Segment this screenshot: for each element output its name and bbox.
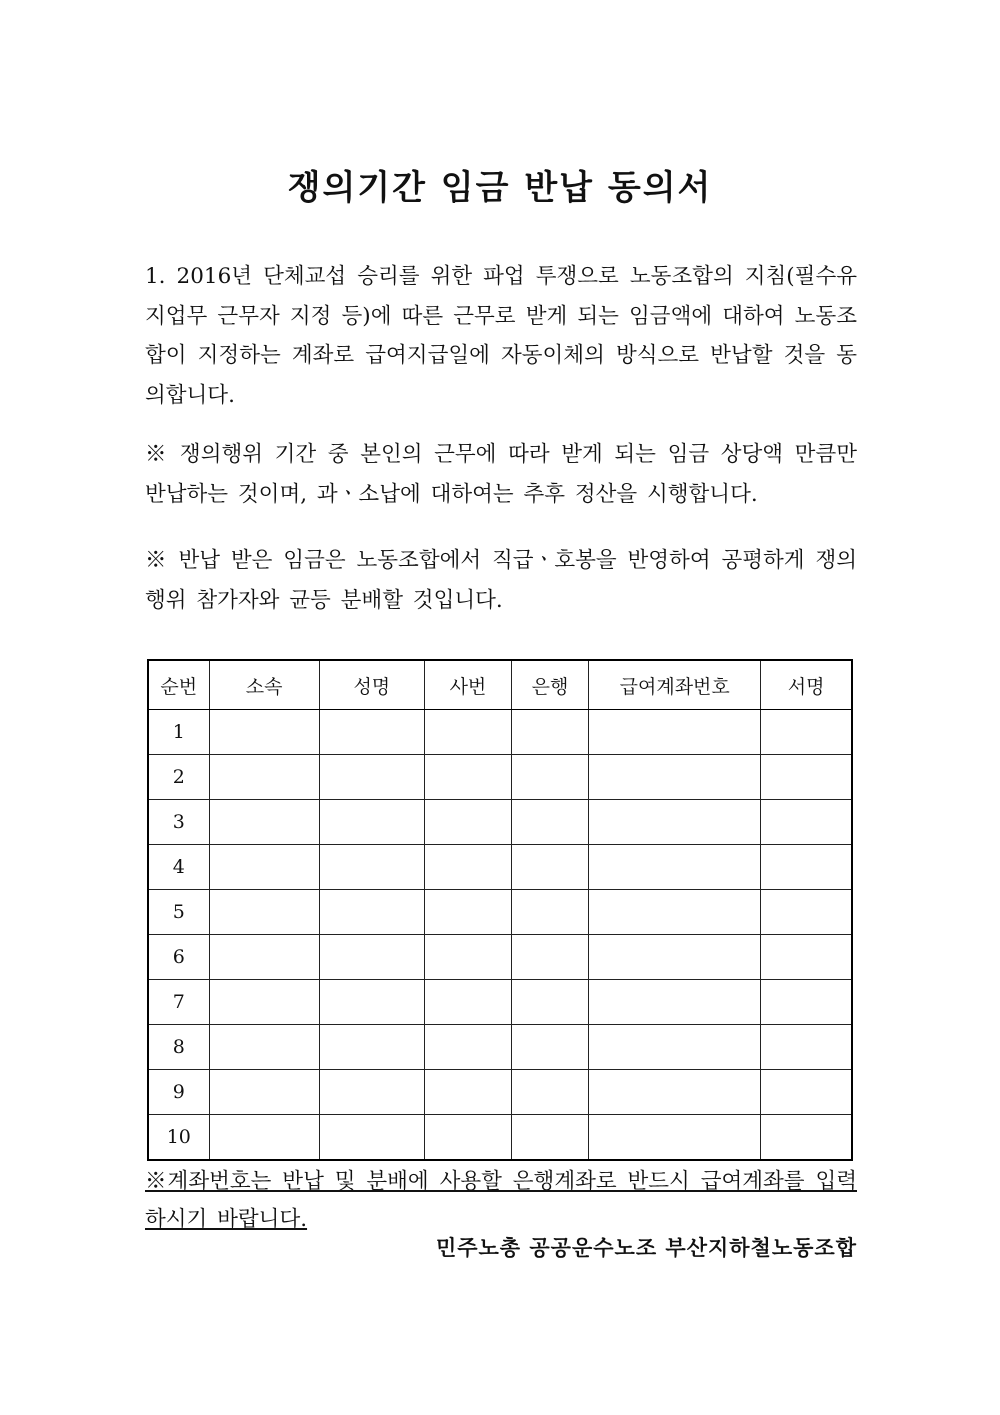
table-row <box>148 1115 852 1161</box>
row-number: 1 <box>148 710 209 755</box>
account-number-cell[interactable] <box>589 800 761 845</box>
row-number: 7 <box>148 980 209 1025</box>
account-note: ※계좌번호는 반납 및 분배에 사용할 은행계좌로 반드시 급여계좌를 입력하시기 바랍니다. <box>145 1169 857 1232</box>
row-number: 10 <box>148 1115 209 1161</box>
table-body <box>148 710 852 1161</box>
account-number-cell[interactable] <box>589 1115 761 1161</box>
affiliation-cell[interactable] <box>209 710 319 755</box>
bank-cell[interactable] <box>511 935 588 980</box>
name-cell[interactable] <box>319 800 424 845</box>
signature-cell[interactable] <box>761 845 852 890</box>
row-number: 8 <box>148 1025 209 1070</box>
bank-cell[interactable] <box>511 755 588 800</box>
affiliation-cell[interactable] <box>209 800 319 845</box>
employee-id-cell[interactable] <box>424 710 511 755</box>
signature-cell[interactable] <box>761 710 852 755</box>
account-number-cell[interactable] <box>589 1025 761 1070</box>
row-number: 2 <box>148 755 209 800</box>
account-number-cell[interactable] <box>589 890 761 935</box>
account-number-cell[interactable] <box>589 980 761 1025</box>
bank-cell[interactable] <box>511 890 588 935</box>
row-number: 4 <box>148 845 209 890</box>
employee-id-cell[interactable] <box>424 800 511 845</box>
bank-cell[interactable] <box>511 980 588 1025</box>
bank-cell[interactable] <box>511 710 588 755</box>
bank-cell[interactable] <box>511 1070 588 1115</box>
header-employee-id: 사번 <box>424 660 511 710</box>
employee-id-cell[interactable] <box>424 890 511 935</box>
table-header-row <box>148 660 852 710</box>
name-cell[interactable] <box>319 755 424 800</box>
account-number-cell[interactable] <box>589 845 761 890</box>
employee-id-cell[interactable] <box>424 1025 511 1070</box>
row-number: 6 <box>148 935 209 980</box>
distribution-notice: ※ 반납 받은 임금은 노동조합에서 직급ㆍ호봉을 반영하여 공평하게 쟁의행위 참가자와 균등 분배할 것입니다. <box>145 548 857 613</box>
union-name: 민주노총 공공운수노조 부산지하철노동조합 <box>435 1236 857 1260</box>
affiliation-cell[interactable] <box>209 980 319 1025</box>
signature-cell[interactable] <box>761 980 852 1025</box>
affiliation-cell[interactable] <box>209 935 319 980</box>
settlement-notice: ※ 쟁의행위 기간 중 본인의 근무에 따라 받게 되는 임금 상당액 만큼만 반납하는 것이며, 과ㆍ소납에 대하여는 추후 정산을 시행합니다. <box>145 442 857 507</box>
account-number-cell[interactable] <box>589 755 761 800</box>
row-number: 5 <box>148 890 209 935</box>
table-row <box>148 800 852 845</box>
affiliation-cell[interactable] <box>209 1070 319 1115</box>
bank-cell[interactable] <box>511 1025 588 1070</box>
table-row <box>148 845 852 890</box>
signature-cell[interactable] <box>761 1025 852 1070</box>
consent-paragraph: 1. 2016년 단체교섭 승리를 위한 파업 투쟁으로 노동조합의 지침(필수유지업무 근무자 지정 등)에 따른 근무로 받게 되는 임금액에 대하여 노동조합이 지정하는 계좌로 급여지급일에 자동이체의 방식으로 반납할 것을 동의합니다. <box>145 264 857 408</box>
affiliation-cell[interactable] <box>209 1025 319 1070</box>
employee-id-cell[interactable] <box>424 935 511 980</box>
name-cell[interactable] <box>319 845 424 890</box>
table-row <box>148 710 852 755</box>
name-cell[interactable] <box>319 890 424 935</box>
name-cell[interactable] <box>319 935 424 980</box>
employee-id-cell[interactable] <box>424 1115 511 1161</box>
signature-cell[interactable] <box>761 1070 852 1115</box>
bank-cell[interactable] <box>511 1115 588 1161</box>
table-row <box>148 1070 852 1115</box>
employee-id-cell[interactable] <box>424 845 511 890</box>
affiliation-cell[interactable] <box>209 755 319 800</box>
name-cell[interactable] <box>319 1070 424 1115</box>
bank-cell[interactable] <box>511 845 588 890</box>
signature-cell[interactable] <box>761 755 852 800</box>
header-signature: 서명 <box>761 660 852 710</box>
table-row <box>148 935 852 980</box>
name-cell[interactable] <box>319 710 424 755</box>
signature-cell[interactable] <box>761 890 852 935</box>
affiliation-cell[interactable] <box>209 845 319 890</box>
table-row <box>148 980 852 1025</box>
table-row <box>148 1025 852 1070</box>
bank-cell[interactable] <box>511 800 588 845</box>
name-cell[interactable] <box>319 980 424 1025</box>
affiliation-cell[interactable] <box>209 1115 319 1161</box>
signature-cell[interactable] <box>761 800 852 845</box>
account-number-cell[interactable] <box>589 1070 761 1115</box>
employee-id-cell[interactable] <box>424 980 511 1025</box>
header-name: 성명 <box>319 660 424 710</box>
row-number: 3 <box>148 800 209 845</box>
account-number-cell[interactable] <box>589 935 761 980</box>
employee-id-cell[interactable] <box>424 755 511 800</box>
name-cell[interactable] <box>319 1025 424 1070</box>
name-cell[interactable] <box>319 1115 424 1161</box>
row-number: 9 <box>148 1070 209 1115</box>
header-account-number: 급여계좌번호 <box>589 660 761 710</box>
header-affiliation: 소속 <box>209 660 319 710</box>
document-title: 쟁의기간 임금 반납 동의서 <box>287 168 713 208</box>
header-bank: 은행 <box>511 660 588 710</box>
table-row <box>148 755 852 800</box>
account-number-cell[interactable] <box>589 710 761 755</box>
affiliation-cell[interactable] <box>209 890 319 935</box>
signature-table <box>147 659 853 1161</box>
signature-cell[interactable] <box>761 1115 852 1161</box>
table-row <box>148 890 852 935</box>
employee-id-cell[interactable] <box>424 1070 511 1115</box>
signature-cell[interactable] <box>761 935 852 980</box>
header-seq: 순번 <box>148 660 209 710</box>
